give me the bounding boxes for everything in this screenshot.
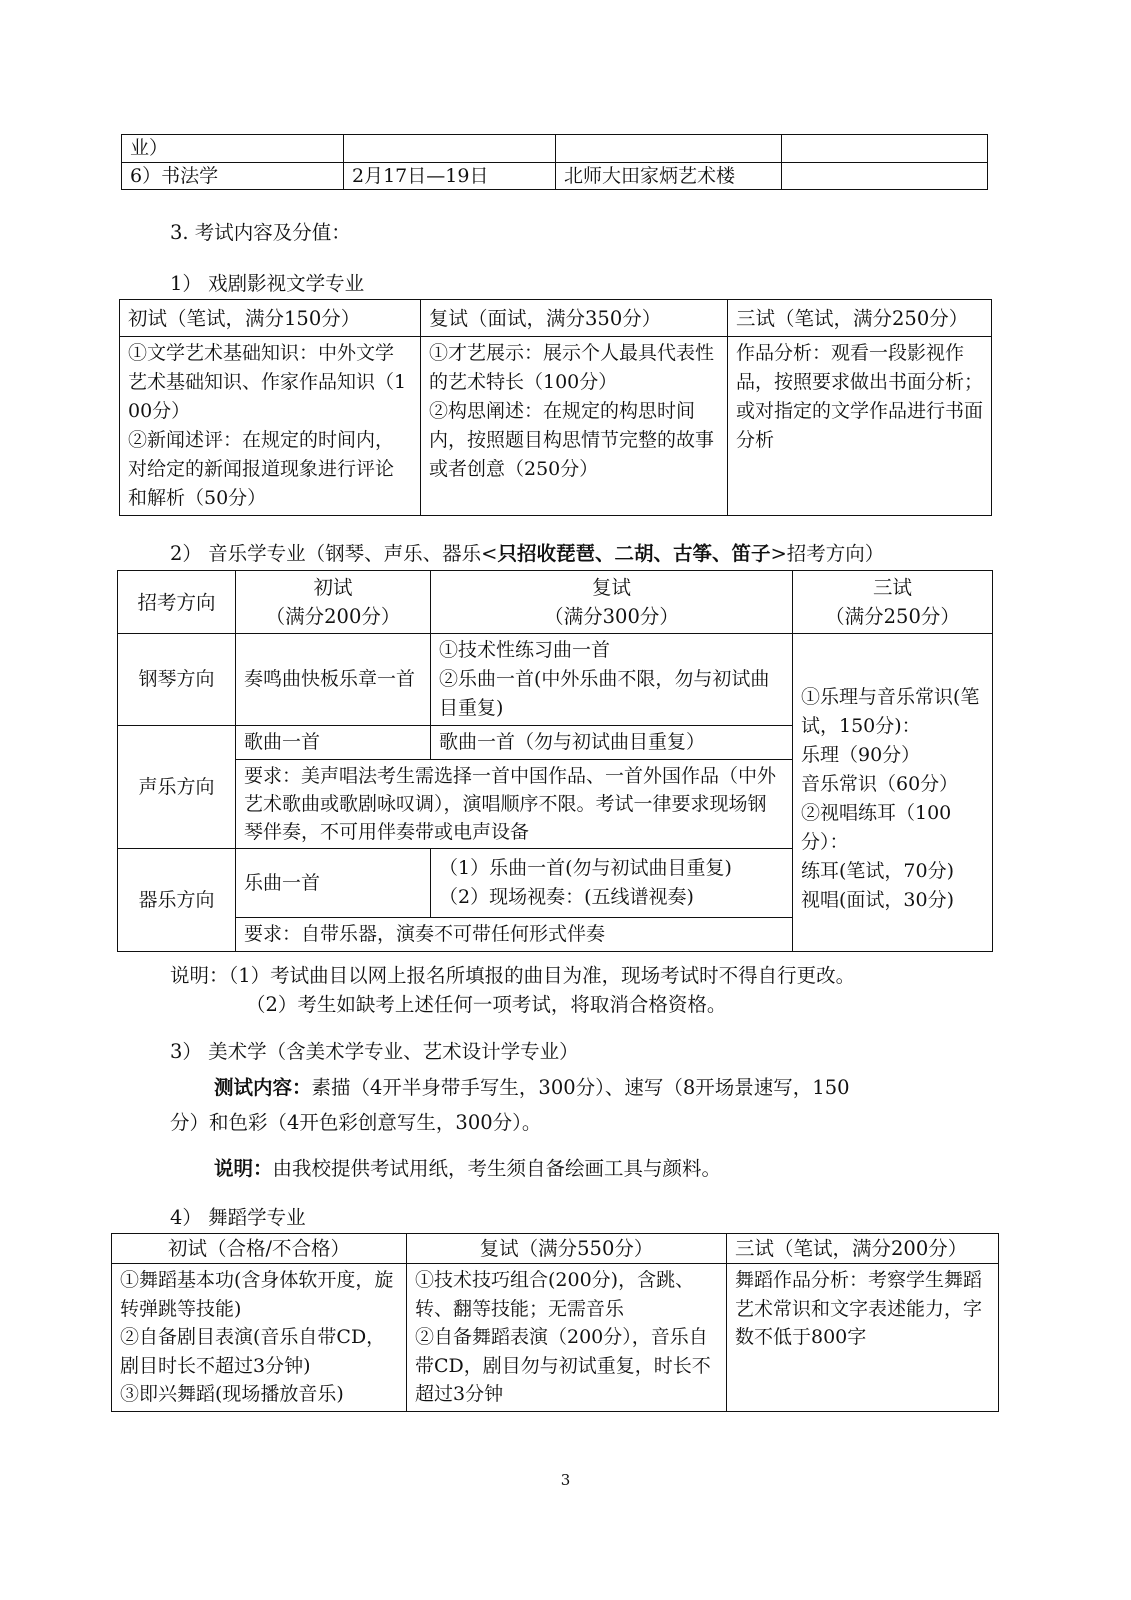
art-content-line1: 素描（4开半身带手写生，300分）、速写（8开场景速写，150 bbox=[311, 1076, 850, 1099]
cell-line: ①乐理与音乐常识(笔试，150分)： bbox=[801, 685, 980, 737]
table-cell bbox=[728, 337, 992, 516]
cell-line: 音乐常识（60分） bbox=[801, 772, 959, 795]
header-first-label: 初试 bbox=[313, 576, 353, 599]
cell-line: ①技术技巧组合(200分)，含跳、转、翻等技能；无需音乐 bbox=[415, 1269, 695, 1320]
table-cell bbox=[782, 163, 988, 190]
cell-line: ②视唱练耳（100分）： bbox=[801, 801, 952, 853]
header-second-score: （满分300分） bbox=[544, 605, 679, 628]
header-first-score: （满分200分） bbox=[265, 605, 401, 628]
cell-line: 视唱(面试，30分) bbox=[801, 888, 955, 911]
header-cell: 复试（面试，满分350分） bbox=[421, 300, 728, 337]
header-third-label: 三试 bbox=[872, 576, 912, 599]
piano-second bbox=[431, 634, 793, 726]
instrument-requirement: 要求：自带乐器，演奏不可带任何形式伴奏 bbox=[236, 918, 793, 952]
piano-first bbox=[236, 634, 431, 726]
music-heading-pre: 2） 音乐学专业（钢琴、声乐、器乐< bbox=[170, 542, 498, 565]
cell-line: （1）乐曲一首(勿与初试曲目重复) bbox=[439, 857, 732, 879]
cell-line: ②自备舞蹈表演（200分），音乐自带CD，剧目勿与初试重复，时长不超过3分钟 bbox=[415, 1326, 711, 1405]
music-heading bbox=[170, 538, 884, 566]
cell-line: 乐理（90分） bbox=[801, 743, 921, 766]
table-cell bbox=[782, 135, 988, 163]
cell-line: ①舞蹈基本功(含身体软开度，旋转弹跳等技能) bbox=[120, 1269, 394, 1320]
art-note bbox=[214, 1153, 721, 1181]
table-header-row bbox=[120, 300, 992, 337]
instrument-first: 乐曲一首 bbox=[236, 849, 431, 918]
header-cell: 初试（笔试，满分150分） bbox=[120, 300, 421, 337]
table-row bbox=[120, 337, 992, 516]
cell-line: ③即兴舞蹈(现场播放音乐) bbox=[120, 1383, 344, 1405]
header-cell-second bbox=[431, 571, 793, 634]
instrument-second bbox=[431, 849, 793, 918]
art-note-label: 说明： bbox=[214, 1157, 273, 1180]
venue-table bbox=[121, 134, 988, 190]
cell-line: ①文学艺术基础知识：中外文学艺术基础知识、作家作品知识（100分） bbox=[128, 342, 407, 422]
table-cell bbox=[120, 337, 421, 516]
table-cell bbox=[112, 1264, 407, 1412]
third-test-cell bbox=[793, 634, 993, 952]
table-cell: 业） bbox=[122, 135, 344, 163]
header-cell-first bbox=[236, 571, 431, 634]
table-cell bbox=[556, 135, 782, 163]
section-heading: 3. 考试内容及分值： bbox=[170, 221, 351, 244]
header-third-score: （满分250分） bbox=[825, 605, 960, 628]
cell-line: （2）现场视奏：(五线谱视奏) bbox=[439, 886, 694, 908]
header-cell: 初试（合格/不合格） bbox=[112, 1234, 407, 1264]
art-heading: 3） 美术学（含美术学专业、艺术设计学专业） bbox=[170, 1040, 579, 1063]
cell-line: ②构思阐述：在规定的构思时间内，按照题目构思情节完整的故事或者创意（250分） bbox=[429, 400, 715, 480]
vocal-second: 歌曲一首（勿与初试曲目重复） bbox=[431, 726, 793, 760]
header-second-label: 复试 bbox=[591, 576, 631, 599]
drama-table bbox=[119, 299, 992, 516]
art-content-line2: 分）和色彩（4开色彩创意写生，300分）。 bbox=[170, 1111, 542, 1134]
music-table bbox=[117, 570, 993, 952]
header-cell: 复试（满分550分） bbox=[407, 1234, 727, 1264]
header-cell: 三试（笔试，满分250分） bbox=[728, 300, 992, 337]
cell-line: ②新闻述评：在规定的时间内，对给定的新闻报道现象进行评论和解析（50分） bbox=[128, 429, 395, 509]
drama-heading: 1） 戏剧影视文学专业 bbox=[170, 272, 365, 295]
page-number: 3 bbox=[560, 1471, 571, 1489]
table-cell: 6）书法学 bbox=[122, 163, 344, 190]
music-note-2: （2）考生如缺考上述任何一项考试，将取消合格资格。 bbox=[246, 993, 727, 1016]
vocal-requirement: 要求：美声唱法考生需选择一首中国作品、一首外国作品（中外艺术歌曲或歌剧咏叹调），演唱顺序不限。考试一律要求现场钢琴伴奏，不可用伴奏带或电声设备 bbox=[236, 760, 793, 849]
table-cell bbox=[344, 135, 556, 163]
table-cell bbox=[407, 1264, 727, 1412]
cell-line: ①技术性练习曲一首 bbox=[439, 639, 611, 661]
vocal-first: 歌曲一首 bbox=[236, 726, 431, 760]
table-row bbox=[122, 163, 988, 190]
table-header-row bbox=[118, 571, 993, 634]
cell-line: ②自备剧目表演(音乐自带CD，剧目时长不超过3分钟) bbox=[120, 1326, 386, 1377]
header-cell: 三试（笔试，满分200分） bbox=[727, 1234, 999, 1264]
cell-line: ①才艺展示：展示个人最具代表性的艺术特长（100分） bbox=[429, 342, 715, 393]
table-row bbox=[112, 1264, 999, 1412]
dance-table bbox=[111, 1233, 999, 1412]
music-note-1: 说明：（1）考试曲目以网上报名所填报的曲目为准，现场考试时不得自行更改。 bbox=[170, 964, 856, 987]
music-heading-post: >招考方向） bbox=[770, 542, 885, 565]
table-cell bbox=[727, 1264, 999, 1412]
header-cell-direction: 招考方向 bbox=[118, 571, 236, 634]
direction-piano: 钢琴方向 bbox=[118, 634, 236, 726]
music-heading-bold: 只招收琵琶、二胡、古筝、笛子 bbox=[497, 542, 771, 565]
direction-instrument: 器乐方向 bbox=[118, 849, 236, 952]
direction-vocal: 声乐方向 bbox=[118, 726, 236, 849]
cell-line: 舞蹈作品分析：考察学生舞蹈艺术常识和文字表述能力，字数不低于800字 bbox=[735, 1269, 983, 1348]
header-cell-third bbox=[793, 571, 993, 634]
art-content bbox=[214, 1072, 850, 1100]
cell-line: 作品分析：观看一段影视作品，按照要求做出书面分析；或对指定的文学作品进行书面分析 bbox=[736, 342, 984, 451]
table-header-row bbox=[112, 1234, 999, 1264]
table-cell: 2月17日—19日 bbox=[344, 163, 556, 190]
table-row bbox=[122, 135, 988, 163]
table-cell bbox=[421, 337, 728, 516]
dance-heading: 4） 舞蹈学专业 bbox=[170, 1206, 306, 1229]
cell-line: 练耳(笔试，70分) bbox=[801, 859, 955, 882]
cell-line: ②乐曲一首(中外乐曲不限，勿与初试曲目重复) bbox=[439, 668, 770, 719]
art-note-text: 由我校提供考试用纸，考生须自备绘画工具与颜料。 bbox=[272, 1157, 722, 1180]
art-content-label: 测试内容： bbox=[214, 1076, 312, 1099]
piano-first-text: 奏鸣曲快板乐章一首 bbox=[244, 668, 416, 690]
table-row-piano bbox=[118, 634, 993, 726]
table-cell: 北师大田家炳艺术楼 bbox=[556, 163, 782, 190]
